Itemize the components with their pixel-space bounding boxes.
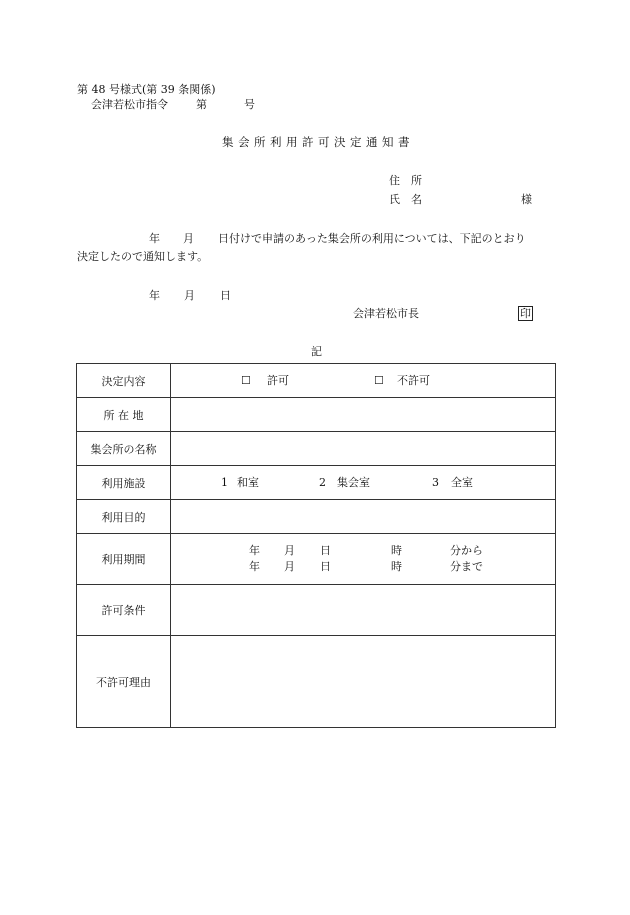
dai-label: 第 — [196, 98, 207, 111]
hall-name-cell[interactable] — [171, 432, 556, 466]
reason-cell[interactable] — [171, 636, 556, 728]
period-to-label: 分まで — [450, 560, 483, 573]
hall-name-label: 集会所の名称 — [77, 432, 171, 466]
location-cell[interactable] — [171, 398, 556, 432]
reason-label: 不許可理由 — [77, 636, 171, 728]
issuer-prefix: 会津若松市指令 — [91, 98, 168, 111]
purpose-cell[interactable] — [171, 500, 556, 534]
date-tsuki: 月 — [184, 289, 195, 302]
period-from-tsuki: 月 — [284, 544, 295, 557]
period-to-nen: 年 — [249, 560, 260, 573]
period-to-tsuki: 月 — [284, 560, 295, 573]
period-from-label: 分から — [450, 544, 483, 557]
ki-label: 記 — [311, 345, 322, 358]
facility-option-3-num: 3 — [432, 476, 439, 489]
form-number: 第 48 号様式(第 39 条関係) — [77, 83, 216, 96]
period-from-ji: 時 — [391, 544, 402, 557]
conditions-cell[interactable] — [171, 585, 556, 636]
seal-mark: 印 — [520, 307, 531, 320]
facility-cell — [171, 466, 556, 500]
name-label: 氏 名 — [389, 193, 422, 206]
period-label: 利用期間 — [77, 534, 171, 585]
body-line2: 決定したので通知します。 — [77, 250, 209, 263]
row-period — [77, 534, 556, 585]
decision-table — [76, 363, 556, 728]
conditions-label: 許可条件 — [77, 585, 171, 636]
decision-label: 決定内容 — [77, 364, 171, 398]
body-tsuki: 月 — [183, 232, 194, 245]
row-reason — [77, 636, 556, 728]
purpose-label: 利用目的 — [77, 500, 171, 534]
row-purpose — [77, 500, 556, 534]
row-hall-name — [77, 432, 556, 466]
permit-label: 許可 — [267, 374, 289, 387]
facility-option-1-num: 1 — [221, 476, 228, 489]
row-location — [77, 398, 556, 432]
facility-option-2-num: 2 — [319, 476, 326, 489]
facility-option-2-name: 集会室 — [337, 476, 370, 489]
facility-option-1-name: 和室 — [237, 476, 259, 489]
row-facility — [77, 466, 556, 500]
go-label: 号 — [244, 98, 255, 111]
facility-option-3-name: 全室 — [451, 476, 473, 489]
period-cell — [171, 534, 556, 585]
address-label: 住 所 — [389, 174, 422, 187]
location-label: 所 在 地 — [77, 398, 171, 432]
period-to-hi: 日 — [320, 560, 331, 573]
body-nen: 年 — [149, 232, 160, 245]
date-hi: 日 — [220, 289, 231, 302]
signer-name: 会津若松市長 — [353, 307, 419, 320]
facility-label: 利用施設 — [77, 466, 171, 500]
honorific: 様 — [521, 193, 532, 206]
not-permit-label: 不許可 — [397, 374, 430, 387]
row-decision — [77, 364, 556, 398]
body-line1: 日付けで申請のあった集会所の利用については、下記のとおり — [218, 232, 526, 245]
date-nen: 年 — [149, 289, 160, 302]
period-from-hi: 日 — [320, 544, 331, 557]
period-from-nen: 年 — [249, 544, 260, 557]
row-conditions — [77, 585, 556, 636]
period-to-ji: 時 — [391, 560, 402, 573]
permit-checkbox[interactable]: ☐ — [241, 374, 251, 387]
document-title: 集会所利用許可決定通知書 — [222, 135, 414, 149]
decision-cell — [171, 364, 556, 398]
not-permit-checkbox[interactable]: ☐ — [374, 374, 384, 387]
